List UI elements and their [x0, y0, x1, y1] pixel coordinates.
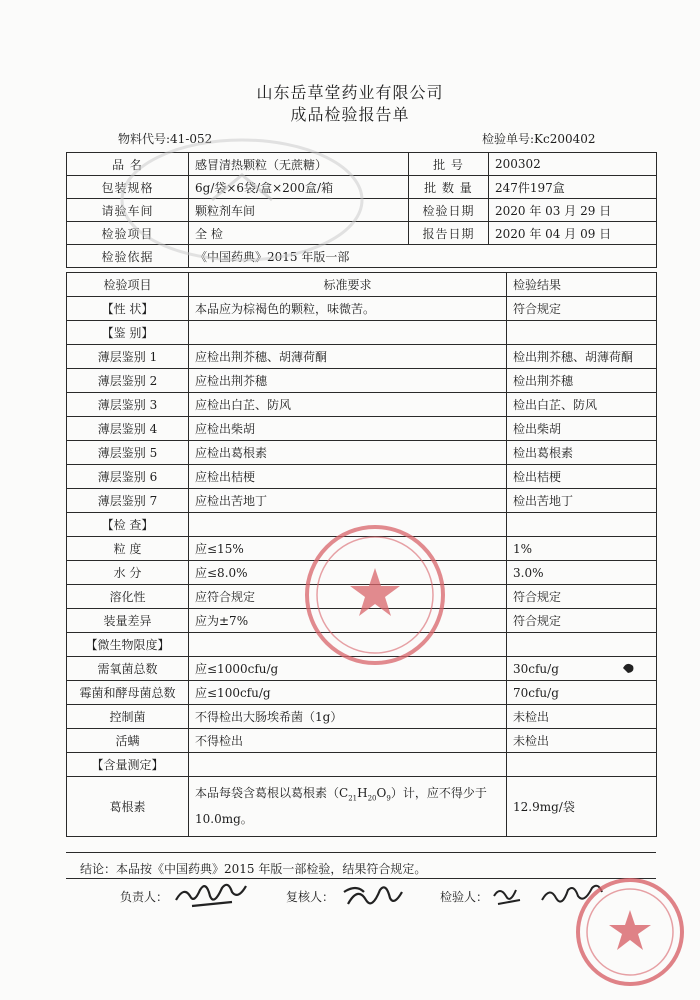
row-standard: 应检出荆芥穗、胡薄荷酮	[189, 345, 507, 369]
row-result	[507, 321, 657, 345]
row-item: 【检 查】	[67, 513, 189, 537]
batch-label: 批 号	[409, 153, 489, 176]
info-row	[67, 153, 657, 176]
row-result: 检出柴胡	[507, 417, 657, 441]
assay-standard: 本品每袋含葛根以葛根素$(C_{21}H_{20}O_9)$计，应不得少于 10.0mg。	[189, 777, 507, 837]
row-result	[507, 513, 657, 537]
row-standard: 应≤8.0%	[189, 561, 507, 585]
table-row	[67, 441, 657, 465]
responsible-signature	[172, 878, 262, 912]
info-row	[67, 245, 657, 268]
row-result: 符合规定	[507, 585, 657, 609]
inspection-date-label: 检验日期	[409, 199, 489, 222]
batch-value: 200302	[489, 153, 657, 176]
info-row	[67, 222, 657, 245]
table-row	[67, 489, 657, 513]
row-result: 检出桔梗	[507, 465, 657, 489]
items-label: 检验项目	[67, 222, 189, 245]
workshop-label: 请验车间	[67, 199, 189, 222]
row-item: 水 分	[67, 561, 189, 585]
row-result: 30cfu/g	[507, 657, 657, 681]
row-item: 【鉴 别】	[67, 321, 189, 345]
row-standard	[189, 633, 507, 657]
basis-value: 《中国药典》2015 年版一部	[189, 245, 657, 268]
company-name: 山东岳草堂药业有限公司	[256, 83, 444, 102]
table-row	[67, 657, 657, 681]
spec-label: 包装规格	[67, 176, 189, 199]
inspector-label: 检验人：	[440, 890, 489, 904]
table-row	[67, 537, 657, 561]
items-value: 全 检	[189, 222, 409, 245]
row-result: 3.0%	[507, 561, 657, 585]
row-item: 薄层鉴别 3	[67, 393, 189, 417]
row-result: 70cfu/g	[507, 681, 657, 705]
row-standard: 应检出桔梗	[189, 465, 507, 489]
table-row	[67, 345, 657, 369]
table-row	[67, 513, 657, 537]
row-result: 检出葛根素	[507, 441, 657, 465]
row-result: 符合规定	[507, 609, 657, 633]
product-label: 品 名	[67, 153, 189, 176]
row-item: 【性 状】	[67, 297, 189, 321]
results-rows	[67, 297, 657, 777]
row-item: 薄层鉴别 7	[67, 489, 189, 513]
qty-label: 批 数 量	[409, 176, 489, 199]
basis-label: 检验依据	[67, 245, 189, 268]
table-row	[67, 417, 657, 441]
row-result: 检出白芷、防风	[507, 393, 657, 417]
row-standard: 应为±7%	[189, 609, 507, 633]
row-standard: 应检出柴胡	[189, 417, 507, 441]
table-row	[67, 609, 657, 633]
table-row	[67, 393, 657, 417]
assay-item: 葛根素	[67, 777, 189, 837]
row-standard	[189, 321, 507, 345]
table-row	[67, 729, 657, 753]
row-standard: 应检出葛根素	[189, 441, 507, 465]
column-header-item: 检验项目	[67, 273, 189, 297]
conclusion-text: 结论：本品按《中国药典》2015 年版一部检验，结果符合规定。	[80, 862, 427, 876]
row-result: 1%	[507, 537, 657, 561]
column-header-standard: 标准要求	[189, 273, 507, 297]
row-item: 薄层鉴别 2	[67, 369, 189, 393]
report-number: 检验单号:Kc200402	[482, 132, 596, 146]
table-row	[67, 561, 657, 585]
row-standard: 应检出荆芥穗	[189, 369, 507, 393]
assay-row	[67, 777, 657, 837]
row-item: 控制菌	[67, 705, 189, 729]
row-item: 薄层鉴别 5	[67, 441, 189, 465]
reviewer-label: 复核人：	[286, 890, 335, 904]
row-standard	[189, 513, 507, 537]
qty-value: 247件197盒	[489, 176, 657, 199]
table-row	[67, 321, 657, 345]
column-header-result: 检验结果	[507, 273, 657, 297]
product-value: 感冒清热颗粒（无蔗糖）	[189, 153, 409, 176]
row-result	[507, 633, 657, 657]
divider	[66, 852, 656, 853]
row-result: 检出荆芥穗、胡薄荷酮	[507, 345, 657, 369]
info-row	[67, 176, 657, 199]
row-result	[507, 753, 657, 777]
report-title: 成品检验报告单	[290, 105, 410, 124]
row-standard: 应≤15%	[189, 537, 507, 561]
row-item: 【微生物限度】	[67, 633, 189, 657]
table-row	[67, 297, 657, 321]
row-item: 活螨	[67, 729, 189, 753]
assay-result: 12.9mg/袋	[507, 777, 657, 837]
table-row	[67, 633, 657, 657]
report-date-value: 2020 年 04 月 09 日	[489, 222, 657, 245]
row-result: 检出苦地丁	[507, 489, 657, 513]
table-row	[67, 753, 657, 777]
table-row	[67, 585, 657, 609]
material-code: 物料代号:41-052	[118, 132, 213, 146]
row-standard: 应≤100cfu/g	[189, 681, 507, 705]
workshop-value: 颗粒剂车间	[189, 199, 409, 222]
row-item: 薄层鉴别 4	[67, 417, 189, 441]
responsible-label: 负责人：	[120, 890, 169, 904]
report-date-label: 报告日期	[409, 222, 489, 245]
row-result: 检出荆芥穗	[507, 369, 657, 393]
table-row	[67, 369, 657, 393]
product-info-table	[66, 152, 657, 268]
row-standard: 不得检出大肠埃希菌（1g）	[189, 705, 507, 729]
row-item: 【含量测定】	[67, 753, 189, 777]
row-item: 装量差异	[67, 609, 189, 633]
table-row	[67, 681, 657, 705]
table-header-row	[67, 273, 657, 297]
spec-value: 6g/袋×6袋/盒×200盒/箱	[189, 176, 409, 199]
table-row	[67, 465, 657, 489]
row-standard: 应检出白芷、防风	[189, 393, 507, 417]
row-standard: 本品应为棕褐色的颗粒，味微苦。	[189, 297, 507, 321]
row-item: 需氧菌总数	[67, 657, 189, 681]
row-item: 薄层鉴别 6	[67, 465, 189, 489]
row-standard	[189, 753, 507, 777]
info-row	[67, 199, 657, 222]
row-result: 未检出	[507, 705, 657, 729]
row-standard: 应检出苦地丁	[189, 489, 507, 513]
inspection-results-table	[66, 272, 657, 837]
row-result: 符合规定	[507, 297, 657, 321]
inspection-date-value: 2020 年 03 月 29 日	[489, 199, 657, 222]
inspector-signatures	[492, 880, 612, 910]
row-standard: 应≤1000cfu/g	[189, 657, 507, 681]
row-item: 霉菌和酵母菌总数	[67, 681, 189, 705]
row-result: 未检出	[507, 729, 657, 753]
row-item: 溶化性	[67, 585, 189, 609]
row-standard: 不得检出	[189, 729, 507, 753]
table-row	[67, 705, 657, 729]
row-item: 薄层鉴别 1	[67, 345, 189, 369]
reviewer-signature	[340, 878, 410, 912]
row-item: 粒 度	[67, 537, 189, 561]
row-standard: 应符合规定	[189, 585, 507, 609]
